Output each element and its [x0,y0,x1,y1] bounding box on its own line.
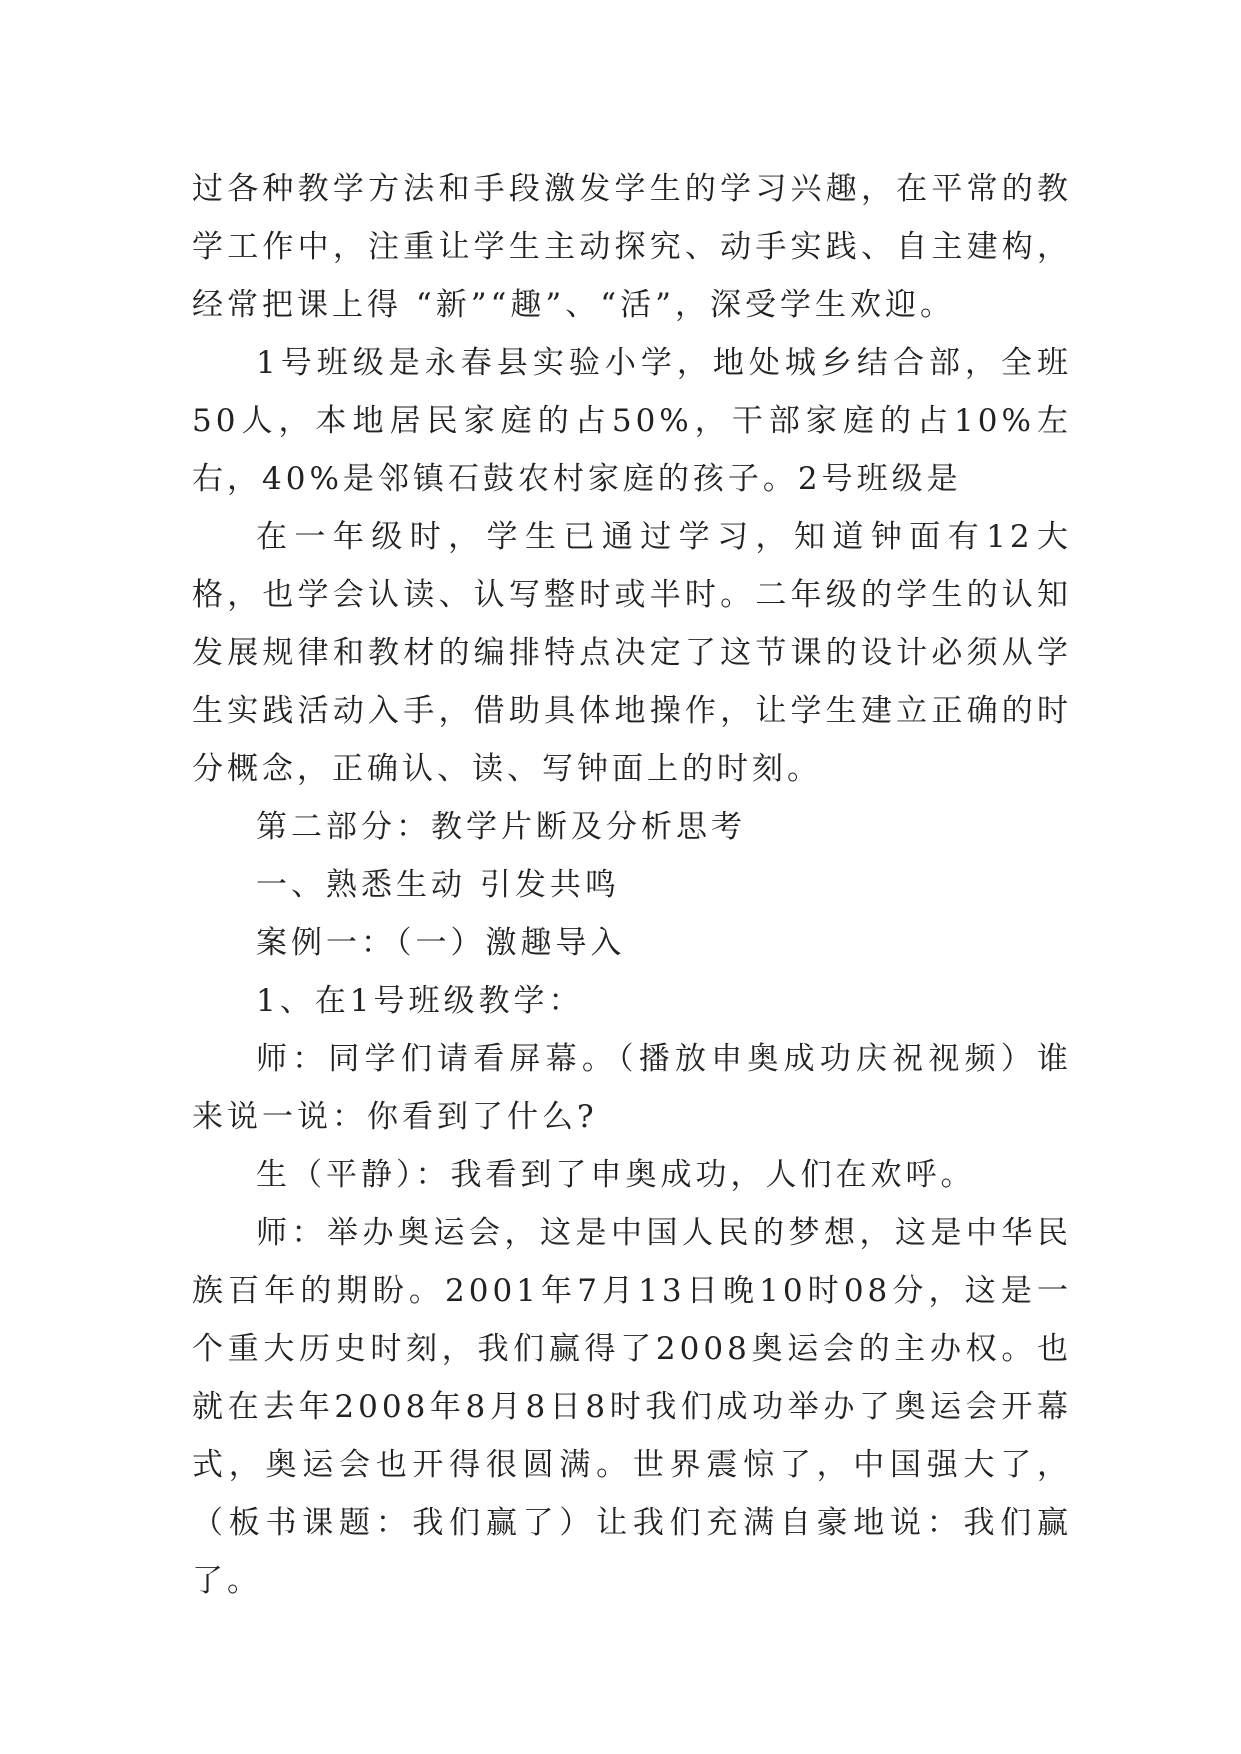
case-heading: 案例一：（一）激趣导入 [256,925,626,961]
dialogue-teacher-2: 师：举办奥运会，这是中国人民的梦想，这是中华民族百年的期盼。2001年7月13日晚10时08分，这是一个重大历史时刻，我们赢得了2008奥运会的主办权。也就在去年2008年8月8日8时我们成功举办了奥运会开幕式，奥运会也开得很圆满。世界震惊了，中国强大了，（板书课题：我们赢了）让我们充满自豪地说：我们赢了。 [192,1215,1072,1599]
paragraph-3: 在一年级时，学生已通过学习，知道钟面有12大格，也学会认读、认写整时或半时。二年级的学生的认知发展规律和教材的编排特点决定了这节课的设计必须从学生实践活动入手，借助具体地操作，让学生建立正确的时分概念，正确认、读、写钟面上的时刻。 [192,519,1072,787]
dialogue-teacher-1: 师：同学们请看屏幕。（播放申奥成功庆祝视频）谁来说一说：你看到了什么? [192,1041,1072,1135]
subheading-1: 一、熟悉生动 引发共鸣 [256,867,620,903]
dialogue-student-1: 生（平静）：我看到了申奥成功，人们在欢呼。 [256,1157,976,1193]
document-body [192,160,1072,1610]
paragraph-1: 过各种教学方法和手段激发学生的学习兴趣，在平常的教学工作中，注重让学生主动探究、动手实践、自主建构，经常把课上得 “新”“趣”、“活”，深受学生欢迎。 [192,171,1072,323]
section-heading: 第二部分：教学片断及分析思考 [256,809,746,845]
list-item-1: 1、在1号班级教学： [256,983,584,1019]
paragraph-2: 1号班级是永春县实验小学，地处城乡结合部，全班50人，本地居民家庭的占50%，干部家庭的占10%左右，40%是邻镇石鼓农村家庭的孩子。2号班级是 [192,345,1072,497]
